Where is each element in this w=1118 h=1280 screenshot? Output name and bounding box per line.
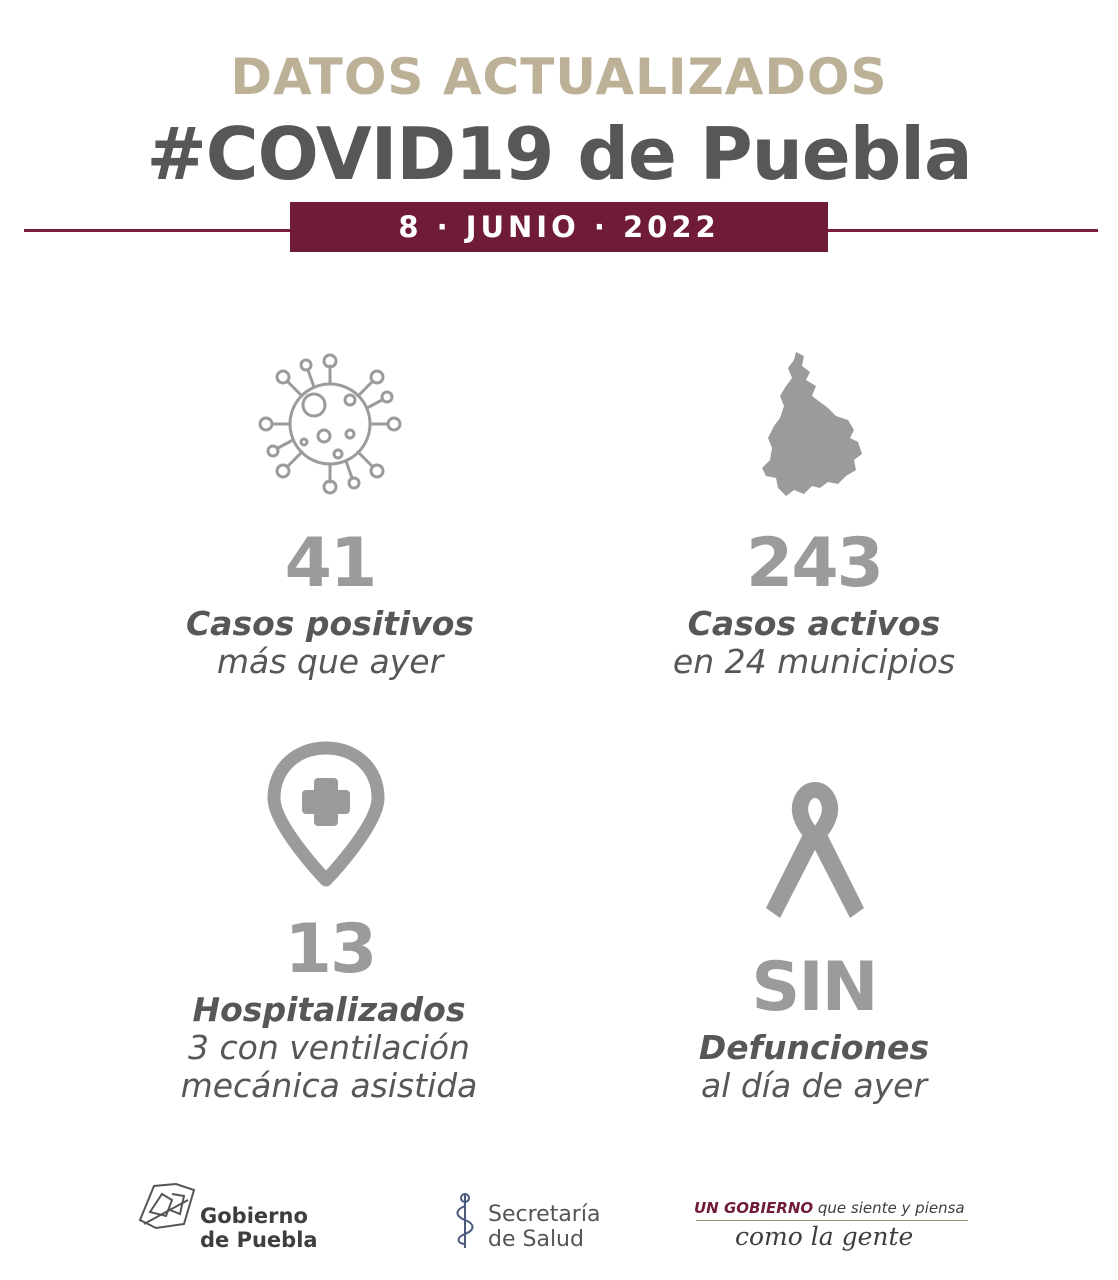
hospital-pin-icon: [266, 740, 386, 888]
puebla-map-icon: [758, 350, 870, 498]
activos-number: 243: [746, 524, 882, 603]
gobierno-puebla-logo: [136, 1180, 198, 1232]
virus-icon: [252, 350, 408, 498]
defunciones-sublabel: al día de ayer: [700, 1066, 928, 1105]
slogan-bold: UN GOBIERNO: [694, 1199, 814, 1217]
header-rule-left: [24, 229, 292, 232]
date-label: 8 · JUNIO · 2022: [398, 210, 720, 244]
hospitalizados-sublabel-2: mecánica asistida: [180, 1066, 478, 1105]
slogan-line-1: [694, 1199, 965, 1217]
salud-line-2: de Salud: [488, 1227, 584, 1252]
caduceus-icon: [452, 1192, 478, 1250]
positivos-number: 41: [284, 524, 376, 603]
ribbon-icon: [760, 782, 870, 926]
hospitalizados-number: 13: [284, 910, 376, 989]
activos-label: Casos activos: [687, 604, 941, 643]
secretaria-salud-label: [488, 1202, 600, 1252]
page-title: #COVID19 de Puebla: [146, 112, 972, 196]
header-subtitle: DATOS ACTUALIZADOS: [230, 48, 888, 106]
gobierno-line-1: Gobierno: [200, 1204, 308, 1228]
positivos-sublabel: más que ayer: [216, 642, 444, 681]
date-banner: [290, 202, 828, 252]
hospitalizados-sublabel-1: 3 con ventilación: [188, 1028, 470, 1067]
activos-sublabel: en 24 municipios: [672, 642, 956, 681]
hospitalizados-label: Hospitalizados: [192, 990, 466, 1029]
gobierno-puebla-label: [200, 1204, 318, 1252]
slogan-rule: [696, 1220, 968, 1221]
slogan-script: como la gente: [735, 1222, 914, 1251]
positivos-label: Casos positivos: [185, 604, 475, 643]
gobierno-line-2: de Puebla: [200, 1228, 318, 1252]
slogan-rest: que siente y piensa: [813, 1199, 965, 1217]
header-rule-right: [826, 229, 1098, 232]
defunciones-label: Defunciones: [698, 1028, 930, 1067]
defunciones-number: SIN: [751, 948, 877, 1027]
salud-line-1: Secretaría: [488, 1202, 601, 1227]
